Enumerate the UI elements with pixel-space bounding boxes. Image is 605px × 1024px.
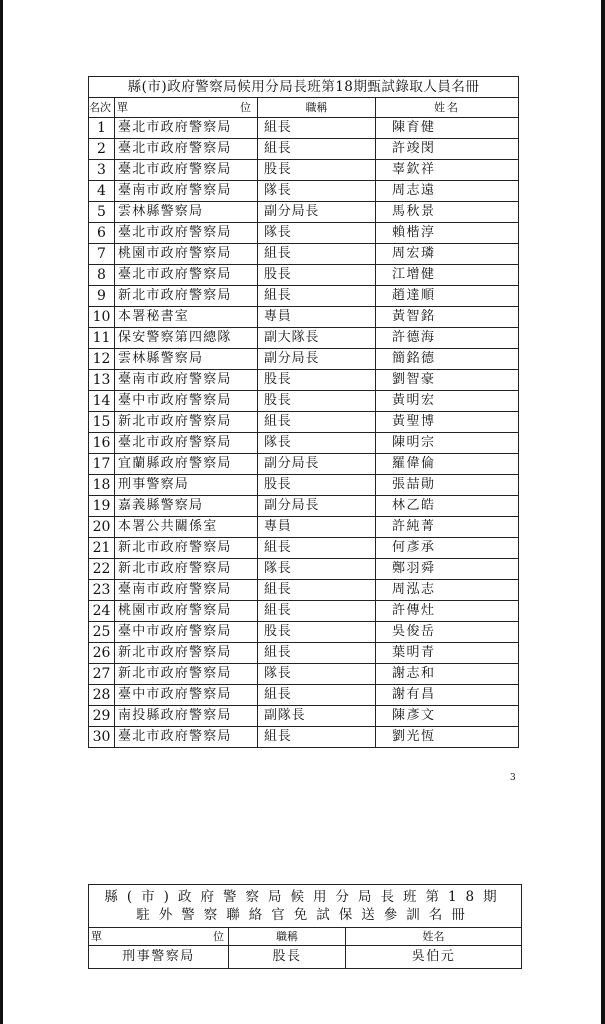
right-frame-border bbox=[601, 0, 605, 1024]
rank-cell: 17 bbox=[89, 454, 115, 475]
position-cell: 股長 bbox=[258, 475, 376, 496]
exempt-title bbox=[89, 885, 522, 928]
exempt-title-row bbox=[89, 885, 522, 928]
name-cell: 劉光恆 bbox=[376, 727, 519, 748]
position-cell: 隊長 bbox=[258, 433, 376, 454]
table-row bbox=[89, 727, 519, 748]
position-cell: 隊長 bbox=[258, 664, 376, 685]
name-cell: 陳彥文 bbox=[376, 706, 519, 727]
rank-cell: 25 bbox=[89, 622, 115, 643]
rank-cell: 18 bbox=[89, 475, 115, 496]
position-cell: 組長 bbox=[258, 685, 376, 706]
position-cell: 股長 bbox=[258, 391, 376, 412]
unit-cell: 嘉義縣警察局 bbox=[115, 496, 258, 517]
name-cell: 許純菁 bbox=[376, 517, 519, 538]
name-cell: 周宏璘 bbox=[376, 244, 519, 265]
name-cell: 羅偉倫 bbox=[376, 454, 519, 475]
unit-cell: 新北市政府警察局 bbox=[115, 538, 258, 559]
rank-cell: 1 bbox=[89, 118, 115, 139]
table-row bbox=[89, 601, 519, 622]
header-unit-char-1: 單 bbox=[117, 101, 128, 114]
unit-cell: 新北市政府警察局 bbox=[115, 286, 258, 307]
rank-cell: 2 bbox=[89, 139, 115, 160]
rank-cell: 14 bbox=[89, 391, 115, 412]
name-cell: 張喆勛 bbox=[376, 475, 519, 496]
rank-cell: 19 bbox=[89, 496, 115, 517]
table-row bbox=[89, 433, 519, 454]
rank-cell: 30 bbox=[89, 727, 115, 748]
unit-cell: 桃園市政府警察局 bbox=[115, 601, 258, 622]
table-row bbox=[89, 349, 519, 370]
table-row bbox=[89, 475, 519, 496]
position-cell: 組長 bbox=[258, 727, 376, 748]
rank-cell: 16 bbox=[89, 433, 115, 454]
exempt-unit: 刑事警察局 bbox=[89, 946, 229, 969]
table-row bbox=[89, 160, 519, 181]
rank-cell: 5 bbox=[89, 202, 115, 223]
rank-cell: 12 bbox=[89, 349, 115, 370]
unit-cell: 臺北市政府警察局 bbox=[115, 727, 258, 748]
position-cell: 副分局長 bbox=[258, 496, 376, 517]
rank-cell: 8 bbox=[89, 265, 115, 286]
table-title-row bbox=[89, 77, 519, 98]
position-cell: 組長 bbox=[258, 286, 376, 307]
rank-cell: 11 bbox=[89, 328, 115, 349]
name-cell: 馬秋景 bbox=[376, 202, 519, 223]
name-cell: 許傳灶 bbox=[376, 601, 519, 622]
name-cell: 吳俊岳 bbox=[376, 622, 519, 643]
position-cell: 組長 bbox=[258, 118, 376, 139]
name-cell: 葉明青 bbox=[376, 643, 519, 664]
position-cell: 隊長 bbox=[258, 223, 376, 244]
rank-cell: 10 bbox=[89, 307, 115, 328]
exempt-header-position: 職稱 bbox=[229, 928, 346, 946]
table-row bbox=[89, 139, 519, 160]
name-cell: 辜欽祥 bbox=[376, 160, 519, 181]
header-unit-char-2: 位 bbox=[240, 101, 251, 114]
name-cell: 簡銘德 bbox=[376, 349, 519, 370]
name-cell: 何彥承 bbox=[376, 538, 519, 559]
table-header-row bbox=[89, 98, 519, 118]
exempt-header-unit-char-1: 單 bbox=[91, 930, 102, 943]
name-cell: 周志遠 bbox=[376, 181, 519, 202]
exempt-header-unit bbox=[89, 928, 229, 946]
unit-cell: 新北市政府警察局 bbox=[115, 559, 258, 580]
unit-cell: 臺南市政府警察局 bbox=[115, 181, 258, 202]
table-row bbox=[89, 391, 519, 412]
unit-cell: 臺北市政府警察局 bbox=[115, 118, 258, 139]
header-unit bbox=[115, 98, 258, 118]
name-cell: 許德海 bbox=[376, 328, 519, 349]
name-cell: 劉智豪 bbox=[376, 370, 519, 391]
rank-cell: 13 bbox=[89, 370, 115, 391]
name-cell: 黃聖博 bbox=[376, 412, 519, 433]
exempt-title-line-2: 駐外警察聯絡官免試保送參訓名冊 bbox=[136, 907, 474, 923]
table-row bbox=[89, 202, 519, 223]
position-cell: 組長 bbox=[258, 412, 376, 433]
unit-cell: 臺中市政府警察局 bbox=[115, 685, 258, 706]
table-row bbox=[89, 496, 519, 517]
unit-cell: 宜蘭縣政府警察局 bbox=[115, 454, 258, 475]
unit-cell: 臺北市政府警察局 bbox=[115, 433, 258, 454]
unit-cell: 本署秘書室 bbox=[115, 307, 258, 328]
rank-cell: 3 bbox=[89, 160, 115, 181]
rank-cell: 9 bbox=[89, 286, 115, 307]
position-cell: 組長 bbox=[258, 139, 376, 160]
admission-list-table bbox=[88, 76, 519, 748]
position-cell: 股長 bbox=[258, 160, 376, 181]
name-cell: 陳明宗 bbox=[376, 433, 519, 454]
exempt-header-row bbox=[89, 928, 522, 946]
position-cell: 組長 bbox=[258, 580, 376, 601]
unit-cell: 新北市政府警察局 bbox=[115, 412, 258, 433]
table-row bbox=[89, 685, 519, 706]
table-row bbox=[89, 265, 519, 286]
position-cell: 副分局長 bbox=[258, 454, 376, 475]
unit-cell: 新北市政府警察局 bbox=[115, 643, 258, 664]
position-cell: 組長 bbox=[258, 244, 376, 265]
unit-cell: 臺北市政府警察局 bbox=[115, 160, 258, 181]
table-row bbox=[89, 664, 519, 685]
position-cell: 股長 bbox=[258, 265, 376, 286]
name-cell: 許竣閔 bbox=[376, 139, 519, 160]
left-frame-border bbox=[0, 0, 3, 1024]
name-cell: 林乙皓 bbox=[376, 496, 519, 517]
unit-cell: 南投縣政府警察局 bbox=[115, 706, 258, 727]
position-cell: 副分局長 bbox=[258, 349, 376, 370]
unit-cell: 雲林縣警察局 bbox=[115, 202, 258, 223]
position-cell: 組長 bbox=[258, 643, 376, 664]
rank-cell: 20 bbox=[89, 517, 115, 538]
name-cell: 黃明宏 bbox=[376, 391, 519, 412]
exempt-row bbox=[89, 946, 522, 969]
table-row bbox=[89, 559, 519, 580]
table-row bbox=[89, 328, 519, 349]
unit-cell: 臺北市政府警察局 bbox=[115, 223, 258, 244]
unit-cell: 臺北市政府警察局 bbox=[115, 139, 258, 160]
table-title: 縣(市)政府警察局候用分局長班第18期甄試錄取人員名冊 bbox=[89, 77, 519, 98]
header-position: 職稱 bbox=[258, 98, 376, 118]
name-cell: 周泓志 bbox=[376, 580, 519, 601]
position-cell: 隊長 bbox=[258, 181, 376, 202]
unit-cell: 保安警察第四總隊 bbox=[115, 328, 258, 349]
unit-cell: 臺北市政府警察局 bbox=[115, 265, 258, 286]
position-cell: 專員 bbox=[258, 517, 376, 538]
table-row bbox=[89, 454, 519, 475]
name-cell: 謝志和 bbox=[376, 664, 519, 685]
rank-cell: 29 bbox=[89, 706, 115, 727]
table-row bbox=[89, 244, 519, 265]
unit-cell: 新北市政府警察局 bbox=[115, 664, 258, 685]
exempt-name: 吳伯元 bbox=[346, 946, 522, 969]
name-cell: 鄭羽舜 bbox=[376, 559, 519, 580]
rank-cell: 6 bbox=[89, 223, 115, 244]
table-row bbox=[89, 538, 519, 559]
position-cell: 股長 bbox=[258, 370, 376, 391]
table-row bbox=[89, 118, 519, 139]
table-row bbox=[89, 517, 519, 538]
position-cell: 副大隊長 bbox=[258, 328, 376, 349]
exempt-list-table bbox=[88, 884, 522, 969]
rank-cell: 23 bbox=[89, 580, 115, 601]
unit-cell: 臺南市政府警察局 bbox=[115, 580, 258, 601]
position-cell: 專員 bbox=[258, 307, 376, 328]
name-cell: 江增健 bbox=[376, 265, 519, 286]
rank-cell: 28 bbox=[89, 685, 115, 706]
table-row bbox=[89, 706, 519, 727]
position-cell: 副隊長 bbox=[258, 706, 376, 727]
name-cell: 謝有昌 bbox=[376, 685, 519, 706]
rank-cell: 4 bbox=[89, 181, 115, 202]
rank-cell: 15 bbox=[89, 412, 115, 433]
exempt-position: 股長 bbox=[229, 946, 346, 969]
page-number: 3 bbox=[510, 773, 516, 783]
position-cell: 隊長 bbox=[258, 559, 376, 580]
exempt-title-line-1: 縣(市)政府警察局候用分局長班第18期 bbox=[104, 889, 506, 905]
name-cell: 陳育健 bbox=[376, 118, 519, 139]
table-row bbox=[89, 370, 519, 391]
rank-cell: 26 bbox=[89, 643, 115, 664]
table-row bbox=[89, 622, 519, 643]
rank-cell: 22 bbox=[89, 559, 115, 580]
unit-cell: 雲林縣警察局 bbox=[115, 349, 258, 370]
name-cell: 黃智銘 bbox=[376, 307, 519, 328]
position-cell: 組長 bbox=[258, 601, 376, 622]
unit-cell: 本署公共關係室 bbox=[115, 517, 258, 538]
position-cell: 股長 bbox=[258, 622, 376, 643]
name-cell: 趙達順 bbox=[376, 286, 519, 307]
rank-cell: 7 bbox=[89, 244, 115, 265]
unit-cell: 臺南市政府警察局 bbox=[115, 370, 258, 391]
table-row bbox=[89, 181, 519, 202]
exempt-header-name: 姓名 bbox=[346, 928, 522, 946]
table-row bbox=[89, 412, 519, 433]
header-rank: 名次 bbox=[89, 98, 115, 118]
table-row bbox=[89, 643, 519, 664]
name-cell: 賴楷淳 bbox=[376, 223, 519, 244]
exempt-header-unit-char-2: 位 bbox=[213, 930, 224, 943]
table-row bbox=[89, 580, 519, 601]
header-name: 姓名 bbox=[376, 98, 519, 118]
unit-cell: 刑事警察局 bbox=[115, 475, 258, 496]
unit-cell: 桃園市政府警察局 bbox=[115, 244, 258, 265]
rank-cell: 24 bbox=[89, 601, 115, 622]
table-row bbox=[89, 307, 519, 328]
table-row bbox=[89, 223, 519, 244]
unit-cell: 臺中市政府警察局 bbox=[115, 622, 258, 643]
rank-cell: 27 bbox=[89, 664, 115, 685]
rank-cell: 21 bbox=[89, 538, 115, 559]
unit-cell: 臺中市政府警察局 bbox=[115, 391, 258, 412]
table-row bbox=[89, 286, 519, 307]
position-cell: 組長 bbox=[258, 538, 376, 559]
position-cell: 副分局長 bbox=[258, 202, 376, 223]
